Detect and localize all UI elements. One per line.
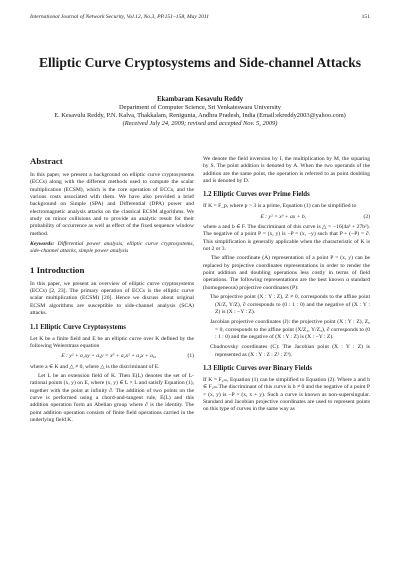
right-para1: We denote the field inversion by I, the multiplication by M, the squaring by S. The point addition is denoted by A. When the two operands of the addition are the same point, the operation is referred to as point doubling and is denoted by D. xyxy=(203,156,370,185)
subsection-1-1-heading: 1.1 Elliptic Curve Cryptosystems xyxy=(30,323,126,331)
abstract-heading: Abstract xyxy=(30,156,63,166)
equation-1-number: (1) xyxy=(187,353,194,360)
subsection-1-1-para2: where a ∈ K and △ ≠ 0, where △ is the discriminant of E. xyxy=(30,363,160,370)
intro-heading: 1 Introduction xyxy=(30,264,85,275)
right-column xyxy=(203,156,370,416)
intro-text: In this paper, we present an overview of elliptic curve cryptosystems (ECCs) [2, 23]. The primary operation of ECCs is the elliptic curve scalar multiplication (ECSM) [26]. Hence we discuss about original ECSM algorithms are susceptible to side-channel analysis (SCA) attacks. xyxy=(30,280,194,317)
keywords xyxy=(30,241,194,256)
subsection-1-2-para3: The affine coordinate (A) representation of a point P = (x, y) can be replaced by projective coordinates representations in order to render the point addition and doubling operations less costly in terms of field operations. The following representations are the best known α standard (homogeneous) projective coordinates (P): xyxy=(203,255,370,291)
paper-title: Elliptic Curve Cryptosystems and Side-channel Attacks xyxy=(38,55,362,70)
subsection-1-3-heading: 1.3 Elliptic Curves over Binary Fields xyxy=(203,364,312,372)
author-department: Department of Computer Science, Sri Venkateswara University xyxy=(119,104,281,111)
coord-item-projective: The projective point (X : Y : Z), Z ≠ 0, corresponds to the affine point (X/Z, Y/Z), ∂ corresponds to (0 : 1 : 0) and the negative of (X : Y : Z) is (X : −Y : Z). xyxy=(210,294,370,315)
subsection-1-2-heading: 1.2 Elliptic Curves over Prime Fields xyxy=(203,191,310,199)
equation-1-body: E : y² + a₁xy + a₃y = x³ + a₂x² + a₄x + a₆, xyxy=(61,353,157,360)
subsection-1-1-para3: Let L be an extension field of K. Then E(L) denotes the set of L-rational points (x, y) on E, where (x, y) ∈ L × L and satisfy Equation (1), together with the point at infinity ∂. The addition of two points on the curve is performed using a chord-and-tangent rule, E(L) and this addition operation form an Abelian group where ∂ is the identity. The point addition operation consists of finite field operations carried in the underlying field K. xyxy=(30,372,194,423)
left-column xyxy=(30,156,194,426)
coord-item-chudnovsky: Chudnovsky coordinates (C): The Jacobian point (X : Y : Z) is represented as (X : Y : Z : Z² : Z³). xyxy=(210,344,370,358)
running-header xyxy=(30,14,370,24)
page-number: 151 xyxy=(361,14,370,20)
equation-2 xyxy=(203,214,370,221)
author-block xyxy=(30,96,370,128)
subsection-1-3-para1: If K = F₂ₘ, Equation (1) can be simplified to Equation (2). Where a and b ∈ F₂ₘ.The discriminant of this curve is b ≠ 0 and the negative of a point P = (x, y) is −P = (x, x + y). Such a curve is known as non-supersingular. Standard and Jacobian projective coordinates are used to represent points on this type of curves in the same way as xyxy=(203,376,370,413)
coord-item-jacobian: Jacobian projective coordinates (J): the projective point (X : Y : Z), Z₀ = 0, corresponds to the affine point (X/Z₂, Y/Z₃), ∂ corresponds to (0 : 1 : 0) and the negative of (X : Y : Z) is (X : −Y : Z). xyxy=(210,319,370,340)
subsection-1-2-para2: where a and b ∈ F. The discriminant of this curve is △ = −16(4a³ + 27b²). The negative of a point P = (x, y) is −P = (x, −y) such that P + (−P) = ∂. This simplification is generally applicable when the characteristic of K is not 2 or 3. xyxy=(203,224,370,253)
equation-2-number: (2) xyxy=(363,213,370,220)
equation-1 xyxy=(30,353,194,360)
keywords-text: Differential power analysis, elliptic curve cryptosystems, side-channel attacks, simple power analysis xyxy=(30,241,194,255)
received-dates: (Received July 24, 2009; revised and accepted Nov. 5, 2009) xyxy=(122,120,278,127)
equation-2-body: E : y² = x³ + ax + b, xyxy=(260,213,307,220)
journal-citation: International Journal of Network Security, Vol.12, No.3, PP.151–158, May 2011 xyxy=(30,14,210,20)
abstract-text: In this paper, we present a background on elliptic curve cryptosystems (ECCs) along with the different methods used to compute the scalar multiplication (ECSM), which is the core operation of ECCs, and the various costs associated with them. We have also provided a brief background on Simple (SPA) and Differential (DPA) power and electromagnetic analysis attacks on the classical ECSM algorithms. We study on minor collisions and to provide an analytic result for their probability of occurrence as well as effect of the fixed sequence window method. xyxy=(30,172,194,237)
author-address: E. Kesavulu Reddy, P.N. Kalva, Thakkalam, Renigunta, Andhra Pradesh, India (Email:ekreddy2003@yahoo.com) xyxy=(54,112,346,119)
subsection-1-1-para1: Let K be a finite field and E be an elliptic curve over K defined by the following Weierstrass equation xyxy=(30,335,194,349)
author-name: Ekambaram Kesavulu Reddy xyxy=(156,96,244,103)
subsection-1-2-para1: If K = F_p, where p > 3 is a prime, Equation (1) can be simplified to xyxy=(203,203,357,210)
keywords-label: Keywords: xyxy=(30,241,55,248)
